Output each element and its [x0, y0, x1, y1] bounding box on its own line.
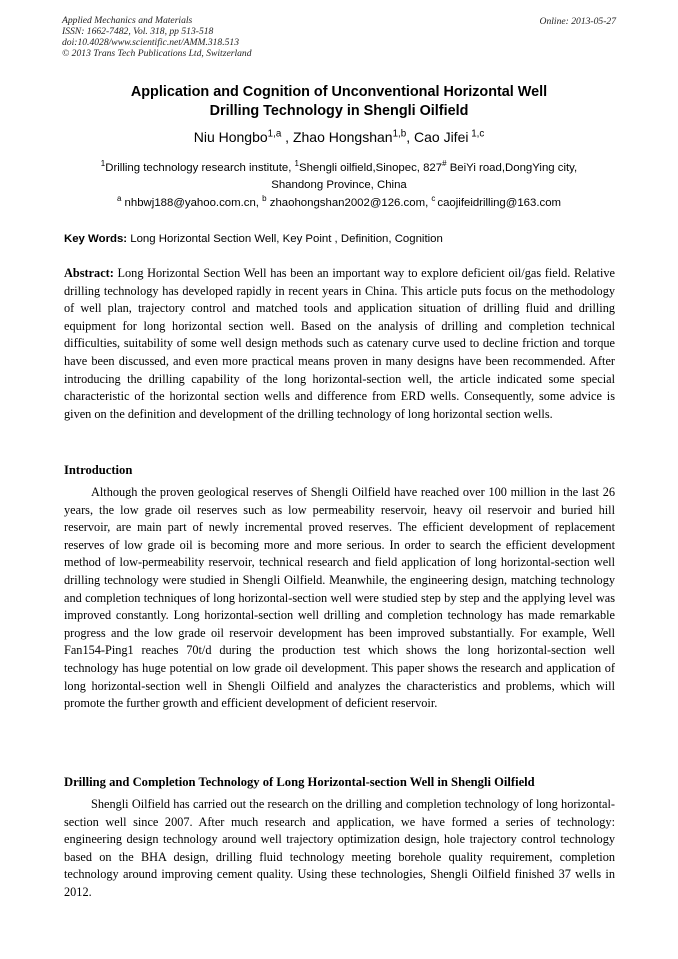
affil-marker: #: [442, 159, 447, 169]
online-date: Online: 2013-05-27: [539, 16, 616, 27]
keywords: [64, 232, 616, 247]
doi-line[interactable]: doi:10.4028/www.scientific.net/AMM.318.513: [62, 37, 240, 48]
affil-marker: 1: [294, 159, 299, 169]
title-line-2: Drilling Technology in Shengli Oilfield: [209, 103, 469, 119]
author-3-affil: 1,c: [468, 128, 485, 140]
title-line-1: Application and Cognition of Unconventional Horizontal Well: [130, 84, 548, 100]
email-marker: a: [116, 194, 122, 204]
email-b[interactable]: zhaohongshan2002@126.com,: [266, 197, 432, 209]
author-1-affil: 1,a: [267, 128, 282, 140]
section-paragraph: Shengli Oilfield has carried out the research on the drilling and completion technology of long horizontal-section well since 2007. After much research and application, we have formed a series of technology: engineering design technology around well trajectory optimization design, hole trajectory control technology based on the BHA design, drilling fluid technology meeting borehole quality requirement, completion technology around improving cement quality. Using these technologies, Shengli Oilfield finished 37 wells in 2012.: [64, 797, 615, 899]
affiliation-line-2: Shandong Province, China: [271, 179, 407, 191]
journal-name: Applied Mechanics and Materials: [62, 15, 193, 26]
abstract-text: Long Horizontal Section Well has been an important way to explore deficient oil/gas field. Relative drilling technology has developed rapidly in recent years in China. This article puts focus on the methodology of well plan, trajectory control and matched tools and application situation of drilling fluid and drilling equipment for long horizontal section well. Based on the analysis of drilling and completion technical difficulties, suitability of some well design methods such as catenary curve used to decline friction and torque have been discussed, and even more practical means proven in many designs have been recommended. After introducing the drilling capability of the long horizontal-section well, the article indicated some special characteristic of the horizontal section wells and difference from ERD wells. Consequently, some advice is given on the definition and development of the drilling technology of long horizontal section wells.: [64, 266, 615, 421]
section-paragraph: Although the proven geological reserves of Shengli Oilfield have reached over 100 million in the last 26 years, the low grade oil reserves such as low permeability reservoir, heavy oil reservoir and buried hill reservoir, are main part of newly incremental proved reserves. The efficient development of replacement reserves of low grade oil is becoming more and more serious. In order to search the efficient development method of low-permeability reservoir, technical research and field application of long horizontal-section well drilling technology were studied in Shengli Oilfield. Meanwhile, the engineering design, matching technology and completion techniques of long horizontal-section well were studied step by step and the applying level was improved constantly. Long horizontal-section well drilling and completion technology has made remarkable progress and the low grade oil reservoir development has been improved substantially. For example, Well Fan154-Ping1 reaches 70t/d during the production test which shows the long horizontal-section well technology has huge potential on low grade oil development. This paper shows the research and application of long horizontal-section well in Shengli Oilfield and analyzes the characteristics and problems, which will promote the further growth and efficient development of deficient reservoir.: [64, 485, 615, 711]
email-a[interactable]: nhbwj188@yahoo.com.cn,: [121, 197, 263, 209]
author-1: Niu Hongbo: [193, 129, 268, 145]
author-2: Zhao Hongshan: [292, 129, 393, 145]
affil-text: Shengli oilfield,Sinopec, 827: [298, 162, 443, 174]
author-2-affil: 1,b: [392, 128, 407, 140]
paper-title: [62, 83, 616, 121]
abstract: [64, 265, 615, 423]
email-marker: b: [262, 194, 267, 204]
email-marker: c: [431, 194, 436, 204]
issn-line: ISSN: 1662-7482, Vol. 318, pp 513-518: [62, 26, 214, 37]
email-line: [62, 196, 616, 211]
affiliation-line-1: [62, 161, 616, 176]
email-c[interactable]: caojifeidrilling@163.com: [437, 197, 562, 209]
section-heading: Introduction: [64, 463, 133, 477]
keywords-text: Long Horizontal Section Well, Key Point , Definition, Cognition: [127, 233, 443, 245]
affil-text: BeiYi road,DongYing city,: [446, 162, 578, 174]
author-list: [62, 128, 616, 146]
author-separator: ,: [406, 129, 414, 145]
affil-text: Drilling technology research institute,: [105, 162, 295, 174]
copyright-line: © 2013 Trans Tech Publications Ltd, Switzerland: [62, 48, 252, 59]
abstract-label: Abstract:: [64, 266, 114, 280]
keywords-label: Key Words:: [64, 233, 128, 245]
affil-marker: 1: [100, 159, 106, 169]
author-3: Cao Jifei: [414, 129, 469, 145]
section-heading: Drilling and Completion Technology of Long Horizontal-section Well in Shengli Oilfield: [64, 775, 535, 789]
author-separator: ,: [281, 129, 293, 145]
